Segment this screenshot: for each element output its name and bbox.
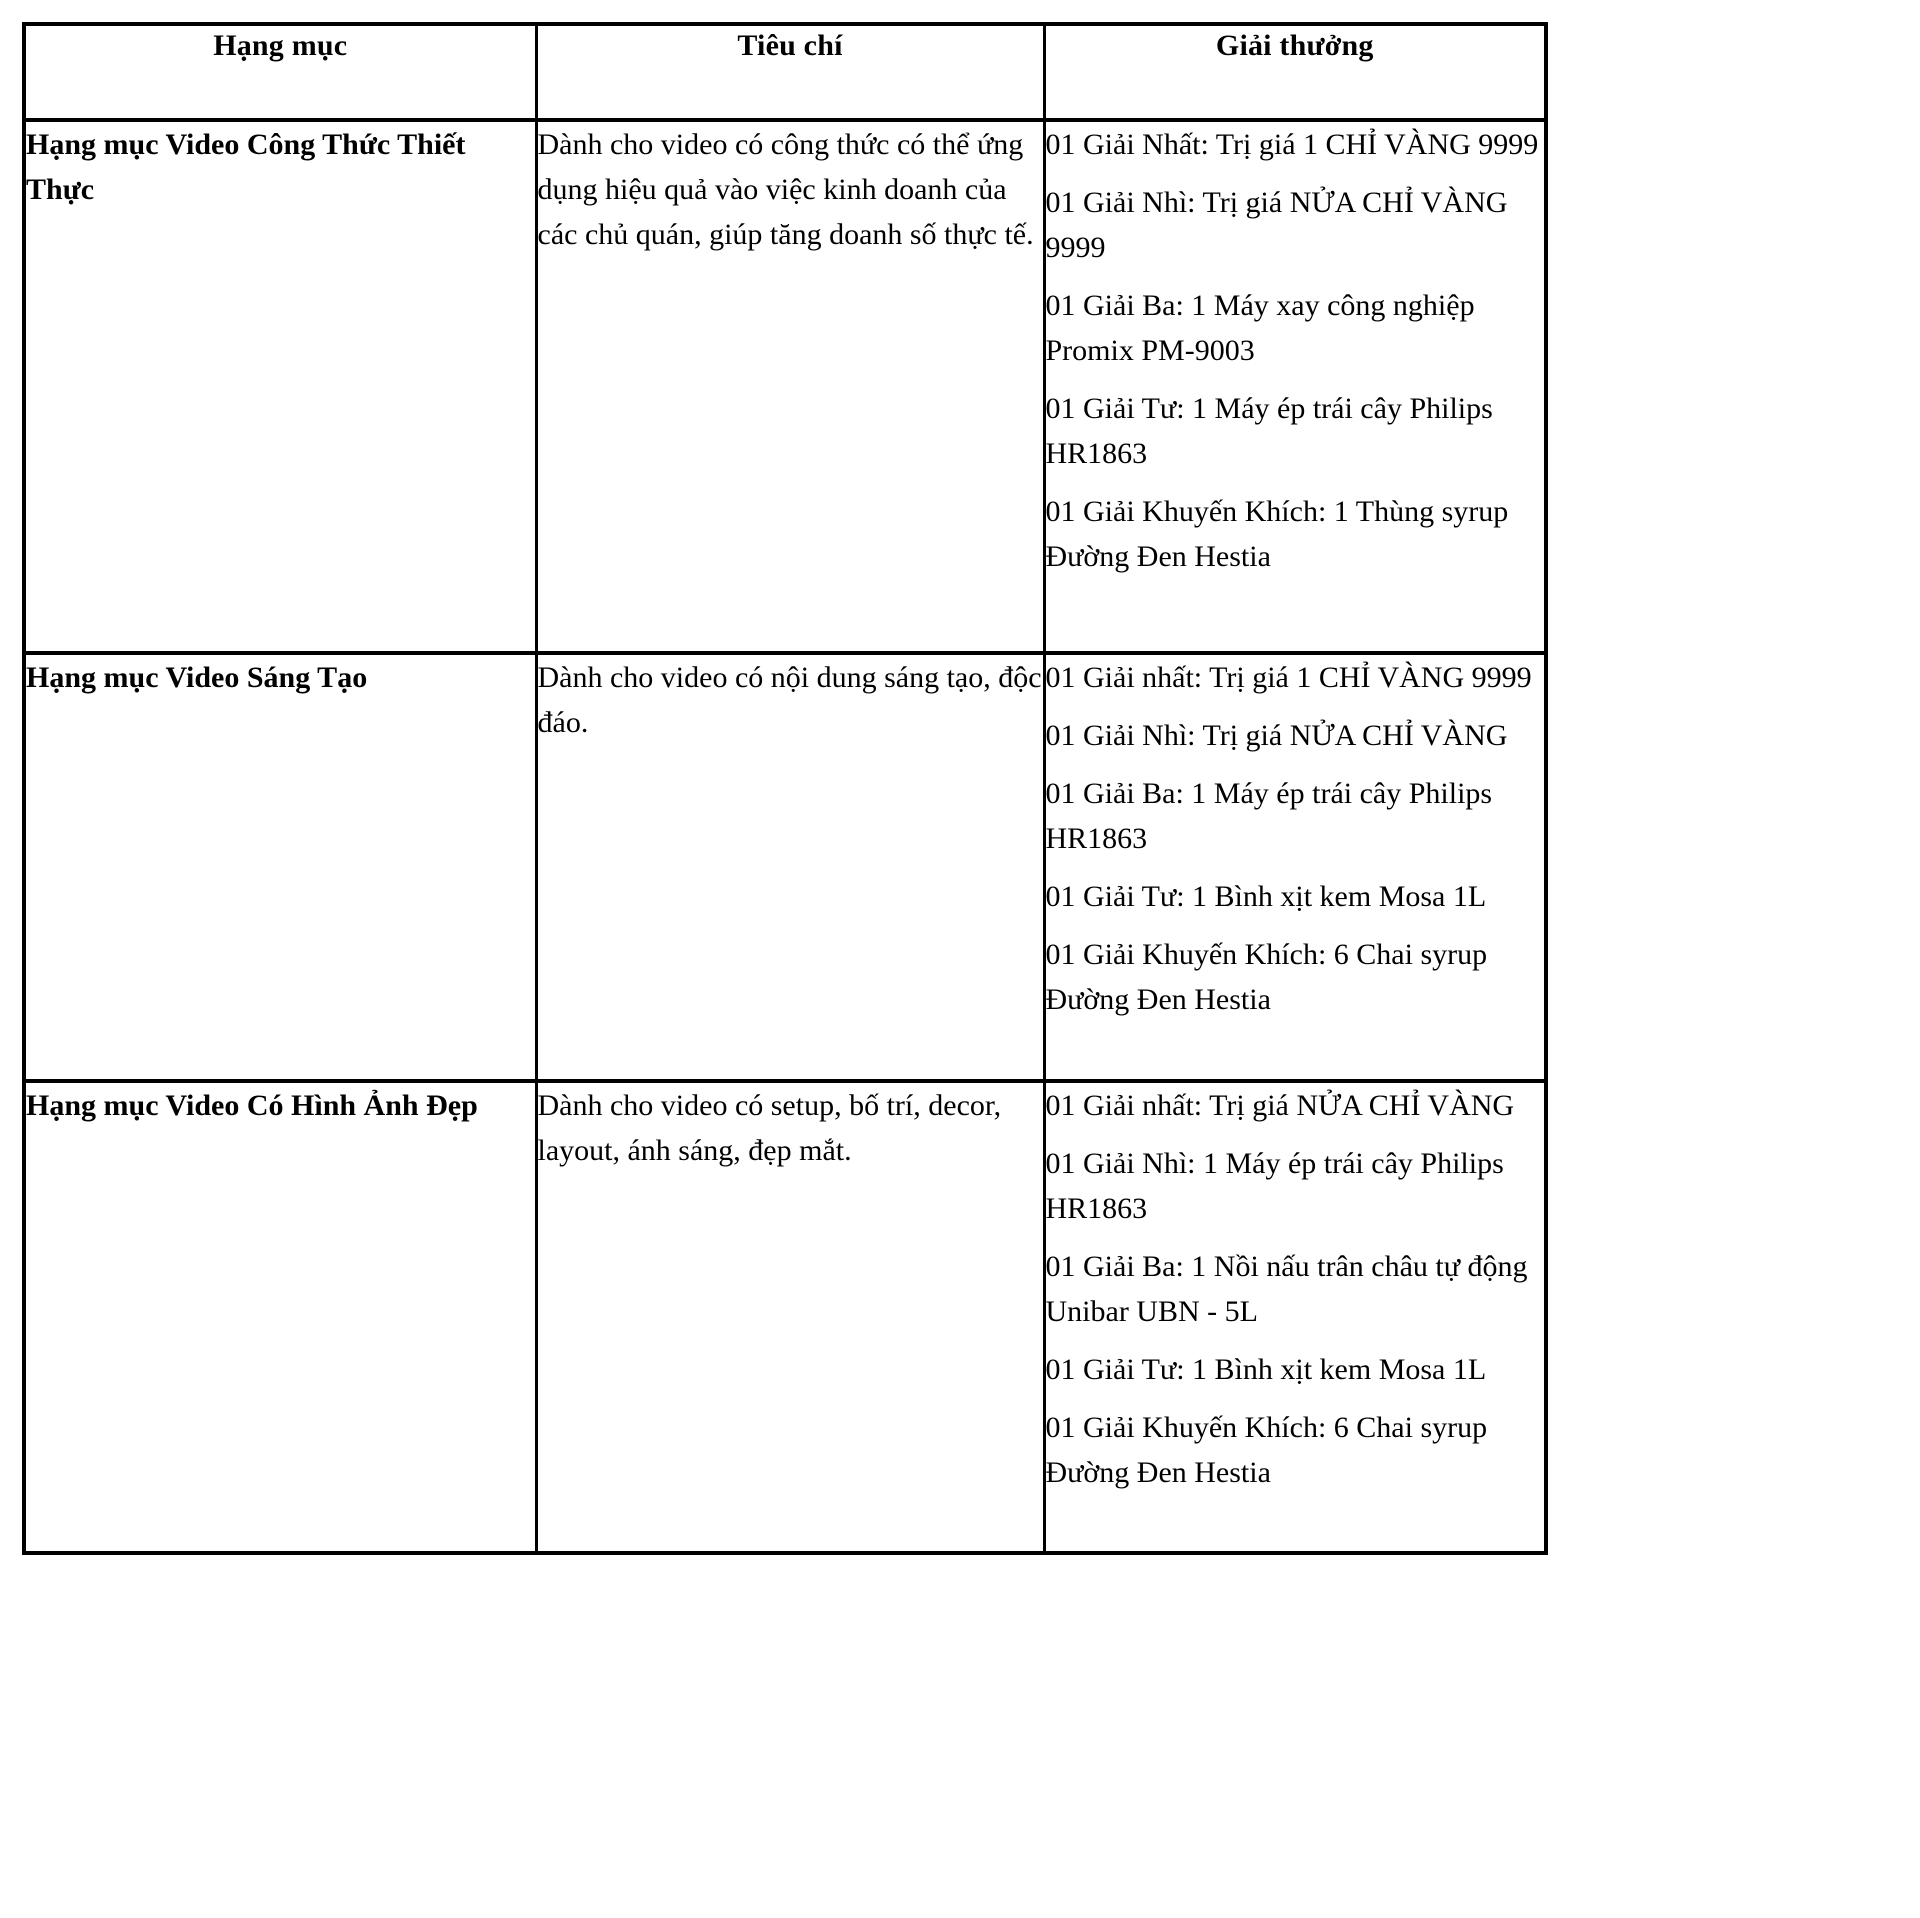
column-header-category-label: Hạng mục (213, 29, 348, 62)
criteria-text: Dành cho video có nội dung sáng tạo, độc đáo. (537, 661, 1042, 739)
cell-prize (1044, 120, 1546, 653)
table-body (24, 120, 1546, 1553)
table-header (24, 24, 1546, 120)
prize-item: 01 Giải Ba: 1 Máy ép trái cây Philips HR1863 (1045, 777, 1493, 855)
criteria-text: Dành cho video có setup, bố trí, decor, layout, ánh sáng, đẹp mắt. (537, 1089, 1002, 1167)
prize-item: 01 Giải Nhì: 1 Máy ép trái cây Philips HR1863 (1045, 1147, 1504, 1225)
prize-item: 01 Giải Khuyến Khích: 6 Chai syrup Đường Đen Hestia (1045, 1411, 1488, 1489)
prize-item: 01 Giải Ba: 1 Máy xay công nghiệp Promix PM-9003 (1045, 289, 1475, 367)
prize-item: 01 Giải Nhất: Trị giá 1 CHỈ VÀNG 9999 (1045, 128, 1539, 161)
column-header-prize-label: Giải thưởng (1215, 29, 1374, 62)
prize-list (1046, 122, 1545, 579)
prize-item: 01 Giải nhất: Trị giá 1 CHỈ VÀNG 9999 (1045, 661, 1532, 694)
category-name: Hạng mục Video Sáng Tạo (26, 661, 368, 694)
cell-prize (1044, 1081, 1546, 1553)
cell-criteria (536, 653, 1044, 1081)
prize-item: 01 Giải Khuyến Khích: 6 Chai syrup Đường Đen Hestia (1045, 938, 1488, 1016)
prize-item: 01 Giải Tư: 1 Bình xịt kem Mosa 1L (1045, 1353, 1487, 1386)
criteria-text: Dành cho video có công thức có thể ứng dụng hiệu quả vào việc kinh doanh của các chủ quán, giúp tăng doanh số thực tế. (537, 128, 1034, 251)
prize-item: 01 Giải Ba: 1 Nồi nấu trân châu tự động Unibar UBN - 5L (1045, 1250, 1528, 1328)
category-name: Hạng mục Video Có Hình Ảnh Đẹp (26, 1089, 478, 1122)
cell-prize (1044, 653, 1546, 1081)
category-name: Hạng mục Video Công Thức Thiết Thực (26, 128, 466, 206)
prize-list (1046, 1083, 1545, 1495)
cell-category (24, 120, 536, 653)
table-header-row (24, 24, 1546, 120)
cell-category (24, 653, 536, 1081)
cell-criteria (536, 1081, 1044, 1553)
table-row (24, 1081, 1546, 1553)
prize-item: 01 Giải nhất: Trị giá NỬA CHỈ VÀNG (1045, 1089, 1515, 1122)
prize-item: 01 Giải Tư: 1 Máy ép trái cây Philips HR1863 (1045, 392, 1493, 470)
column-header-category (24, 24, 536, 120)
prize-item: 01 Giải Khuyến Khích: 1 Thùng syrup Đường Đen Hestia (1045, 495, 1509, 573)
cell-category (24, 1081, 536, 1553)
prize-item: 01 Giải Nhì: Trị giá NỬA CHỈ VÀNG (1045, 719, 1508, 752)
table-row (24, 120, 1546, 653)
table-row (24, 653, 1546, 1081)
column-header-criteria-label: Tiêu chí (737, 29, 843, 62)
awards-table (22, 22, 1548, 1555)
cell-criteria (536, 120, 1044, 653)
prize-list (1046, 655, 1545, 1022)
prize-item: 01 Giải Nhì: Trị giá NỬA CHỈ VÀNG 9999 (1045, 186, 1508, 264)
column-header-criteria (536, 24, 1044, 120)
prize-item: 01 Giải Tư: 1 Bình xịt kem Mosa 1L (1045, 880, 1487, 913)
column-header-prize (1044, 24, 1546, 120)
